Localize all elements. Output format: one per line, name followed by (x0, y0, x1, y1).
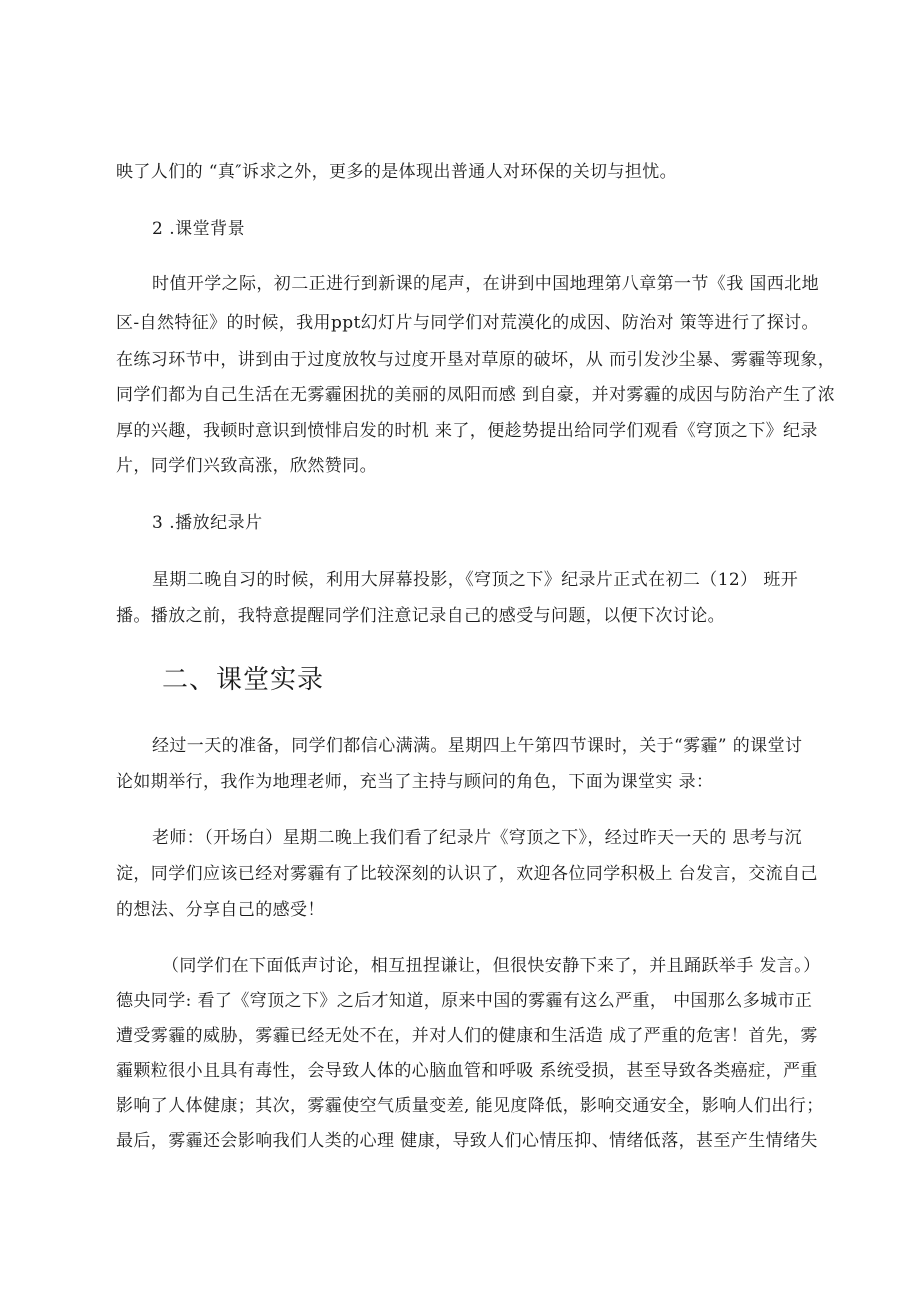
prep-line-2: 论如期举行，我作为地理老师，充当了主持与顾问的角色，下面为课堂实 录： (116, 772, 714, 792)
student-line-2: 德央同学: 看了《穹顶之下》之后才知道，原来中国的雾霾有这么严重， 中国那么多城市正 (116, 991, 813, 1011)
student-line-5: 影响了人体健康；其次，雾霾使空气质量变差, 能见度降低，影响交通安全，影响人们出行； (116, 1096, 824, 1116)
heading-play-documentary: 3 .播放纪录片 (152, 513, 263, 533)
teacher-line-2: 淀，同学们应该已经对雾霾有了比较深刻的认识了，欢迎各位同学积极上 台发言，交流自己 (116, 864, 818, 884)
intro-tail-line-1: 映了人们的 “真″诉求之外，更多的是体现出普通人对环保的关切与担忧。 (116, 162, 678, 182)
student-line-6: 最后，雾霾还会影响我们人类的心理 健康，导致人们心情压抑、情绪低落，甚至产生情绪失 (116, 1131, 818, 1151)
background-line-5: 厚的兴趣，我顿时意识到愤悱启发的时机 来了，便趁势提出给同学们观看《穹顶之下》纪录 (116, 421, 818, 441)
teacher-line-3: 的想法、分享自己的感受！ (116, 900, 325, 920)
heading-classroom-background: 2 .课堂背景 (152, 219, 246, 239)
student-line-1: （同学们在下面低声讨论，相互扭捏谦让，但很快安静下来了，并且踊跃举手 发言。） (162, 956, 821, 976)
playback-line-2: 播。播放之前，我特意提醒同学们注意记录自己的感受与问题，以便下次讨论。 (116, 606, 725, 626)
background-line-2: 区-自然特征》的时候，我用ppt幻灯片与同学们对荒漠化的成因、防治对 策等进行了探讨。 (116, 313, 819, 333)
section-title-classroom-record: 二、课堂实录 (162, 665, 325, 695)
playback-line-1: 星期二晚自习的时候，利用大屏幕投影，《穹顶之下》纪录片正式在初二（12） 班开 (152, 570, 799, 590)
background-line-4: 同学们都为自己生活在无雾霾困扰的美丽的凤阳而感 到自豪，并对雾霾的成因与防治产生了浓 (116, 385, 836, 405)
background-line-3: 在练习环节中，讲到由于过度放牧与过度开垦对草原的破坏，从 而引发沙尘暴、雾霾等现象， (116, 350, 836, 370)
prep-line-1: 经过一天的准备，同学们都信心满满。星期四上午第四节课时，关于“雾霾” 的课堂讨 (152, 736, 803, 756)
background-line-6: 片，同学们兴致高涨，欣然赞同。 (116, 456, 377, 476)
student-line-4: 霾颗粒很小且具有毒性，会导致人体的心脑血管和呼吸 系统受损，甚至导致各类癌症，严重 (116, 1061, 818, 1081)
student-line-3: 遭受雾霾的威胁，雾霾已经无处不在，并对人们的健康和生活造 成了严重的危害！首先，雾 (116, 1026, 818, 1046)
background-line-1: 时值开学之际，初二正进行到新课的尾声，在讲到中国地理第八章第一节《我 国西北地 (152, 274, 820, 294)
teacher-line-1: 老师：（开场白）星期二晚上我们看了纪录片《穹顶之下》，经过昨天一天的 思考与沉 (152, 828, 803, 848)
